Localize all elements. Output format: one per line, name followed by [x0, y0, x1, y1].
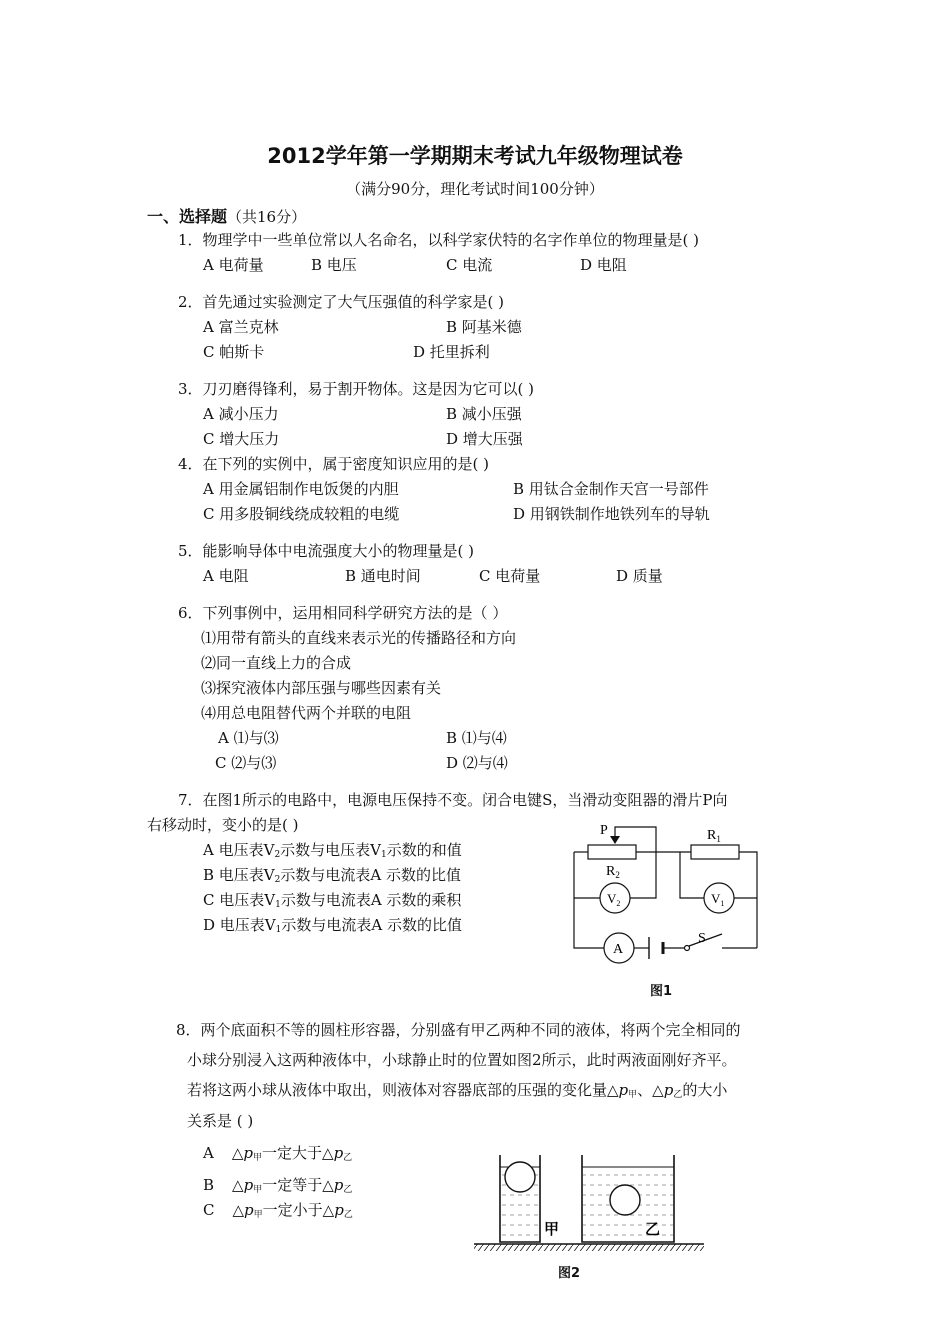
q8-b-p2: p [333, 1176, 344, 1194]
q7-c-text2: 示数与电流表A 示数的乘积 [280, 891, 462, 909]
page-subtitle: （满分90分，理化考试时间100分钟） [346, 180, 604, 198]
q8-stem-line1: 8．两个底面积不等的圆柱形容器，分别盛有甲乙两种不同的液体，将两个完全相同的 [176, 1021, 741, 1039]
label-r1: $R_1$ [707, 828, 721, 844]
q1-option-d: D 电阻 [580, 256, 627, 274]
q3-stem: 3．刀刃磨得锋利，易于割开物体。这是因为它可以( ) [178, 380, 535, 398]
q8-a-delta: △ [231, 1144, 244, 1162]
q6-option-c: C ⑵与⑶ [215, 754, 277, 772]
q4-stem: 4．在下列的实例中，属于密度知识应用的是( ) [178, 455, 490, 473]
switch-contact [685, 946, 690, 951]
q7-b-sub: 2 [274, 875, 281, 885]
q6-item-1: ⑴用带有箭头的直线来表示光的传播路径和方向 [201, 629, 517, 647]
q8-stem-line4: 关系是 ( ) [187, 1112, 254, 1130]
q8-a-yi: 乙 [343, 1153, 353, 1163]
q6-option-d: D ⑵与⑷ [446, 754, 508, 772]
q5-option-a: A 电阻 [203, 567, 249, 585]
q8-c-delta: △ [232, 1201, 245, 1219]
q8-c-yi: 乙 [343, 1210, 353, 1220]
q4-option-c: C 用多股铜线绕成较粗的电缆 [203, 505, 400, 523]
q5-option-c: C 电荷量 [479, 567, 541, 585]
q8-option-a [203, 1142, 352, 1163]
q8-p-yi: p [663, 1081, 674, 1099]
figure-2-containers [470, 1150, 710, 1255]
resistor-r1 [691, 845, 739, 859]
q7-a-sub2: 1 [381, 850, 387, 860]
resistor-r2 [588, 845, 636, 859]
label-yi: 乙 [645, 1222, 661, 1238]
q6-stem: 6．下列事例中，运用相同科学研究方法的是（ ） [178, 604, 508, 622]
q8-yi-sub: 乙 [673, 1090, 683, 1100]
q8-option-b [203, 1174, 352, 1195]
q4-option-d: D 用钢铁制作地铁列车的导轨 [513, 505, 710, 523]
q8-option-c [203, 1199, 353, 1220]
section-label: 一、选择题 [147, 207, 228, 226]
q8-a-jia: 甲 [253, 1153, 263, 1163]
q4-option-b: B 用钛合金制作天宫一号部件 [513, 480, 709, 498]
ball-yi [610, 1185, 640, 1215]
q6-option-a: A ⑴与⑶ [218, 729, 279, 747]
q6-item-4: ⑷用总电阻替代两个并联的电阻 [201, 704, 412, 722]
q1-option-a: A 电荷量 [203, 256, 264, 274]
page-title: 2012学年第一学期期末考试九年级物理试卷 [267, 144, 683, 168]
section-note: （共16分） [227, 208, 307, 226]
q3-option-c: C 增大压力 [203, 430, 280, 448]
q8-c-jia: 甲 [253, 1210, 263, 1220]
q7-a-text2: 示数与电压表V [280, 841, 382, 859]
q8-c-p2: p [334, 1201, 344, 1219]
section-heading [147, 204, 306, 227]
label-jia: 甲 [544, 1222, 560, 1238]
q7-b-text2: 示数与电流表A 示数的比值 [280, 866, 461, 884]
label-p: P [600, 823, 608, 838]
q3-option-d: D 增大压强 [446, 430, 523, 448]
q7-a-text: A 电压表V [203, 841, 275, 859]
q8-a-p1: p [243, 1144, 253, 1162]
q8-stem-line2: 小球分别浸入这两种液体中，小球静止时的位置如图2所示，此时两液面刚好齐平。 [187, 1051, 737, 1069]
label-v2: $V_2$ [607, 891, 621, 908]
q8-jia-sub: 甲 [628, 1090, 638, 1100]
q7-option-a [203, 839, 462, 860]
label-a: A [613, 942, 624, 957]
q8-b-p1: p [243, 1176, 254, 1194]
q2-option-c: C 帕斯卡 [203, 343, 265, 361]
q6-option-b: B ⑴与⑷ [446, 729, 507, 747]
q7-d-text2: 示数与电流表A 示数的比值 [281, 916, 462, 934]
q7-a-text3: 示数的和值 [386, 841, 462, 859]
q5-option-d: D 质量 [616, 567, 663, 585]
q1-stem: 1．物理学中一些单位常以人名命名，以科学家伏特的名字作单位的物理量是( ) [178, 231, 700, 249]
q8-a-label: A [203, 1144, 214, 1162]
label-s: S [698, 931, 706, 946]
q7-b-text: B 电压表V [203, 866, 275, 884]
label-r2: $R_2$ [606, 864, 620, 880]
q8-c-label: C [203, 1201, 215, 1219]
q2-option-d: D 托里拆利 [413, 343, 490, 361]
q7-c-text: C 电压表V [203, 891, 276, 909]
q1-option-c: C 电流 [446, 256, 493, 274]
q7-stem-line2: 右移动时，变小的是( ) [147, 816, 299, 834]
q1-option-b: B 电压 [311, 256, 357, 274]
q8-line3-end: 的大小 [682, 1081, 728, 1099]
q8-b-delta: △ [232, 1176, 244, 1194]
q8-c-p1: p [244, 1201, 254, 1219]
q4-option-a: A 用金属铝制作电饭煲的内胆 [203, 480, 399, 498]
q7-option-b [203, 864, 461, 885]
q7-a-sub: 2 [274, 850, 281, 860]
figure-2-caption: 图2 [558, 1266, 581, 1281]
q3-option-b: B 减小压强 [446, 405, 522, 423]
q7-d-sub: 1 [275, 925, 282, 935]
q8-c-mid: 一定小于△ [262, 1201, 335, 1219]
q3-option-a: A 减小压力 [203, 405, 279, 423]
q7-c-sub: 1 [275, 900, 281, 910]
q8-p-jia: p [618, 1081, 629, 1099]
q8-a-mid: 一定大于△ [262, 1144, 334, 1162]
q8-a-p2: p [333, 1144, 344, 1162]
q7-option-c [203, 889, 461, 910]
q8-stem-line3 [187, 1079, 727, 1100]
q7-d-text: D 电压表V [203, 916, 276, 934]
figure-1-caption: 图1 [650, 984, 673, 999]
q8-b-mid: 一定等于△ [262, 1176, 334, 1194]
q5-stem: 5．能影响导体中电流强度大小的物理量是( ) [178, 542, 475, 560]
q8-b-jia: 甲 [253, 1185, 263, 1195]
q8-b-yi: 乙 [343, 1185, 353, 1195]
q2-option-a: A 富兰克林 [203, 318, 279, 336]
q7-stem-line1: 7．在图1所示的电路中，电源电压保持不变。闭合电键S，当滑动变阻器的滑片P向 [178, 791, 728, 809]
q7-option-d [203, 914, 462, 935]
q6-item-3: ⑶探究液体内部压强与哪些因素有关 [201, 679, 442, 697]
slider-arrowhead [610, 836, 620, 844]
q5-option-b: B 通电时间 [345, 567, 421, 585]
label-v1: $V_1$ [711, 891, 725, 908]
q8-line3-text: 若将这两小球从液体中取出，则液体对容器底部的压强的变化量△ [187, 1081, 619, 1099]
q2-option-b: B 阿基米德 [446, 318, 522, 336]
figure-1-circuit [560, 815, 775, 975]
q8-dun: 、△ [637, 1081, 664, 1099]
ground-hatch [474, 1244, 704, 1251]
q8-b-label: B [203, 1176, 215, 1194]
q6-item-2: ⑵同一直线上力的合成 [201, 654, 352, 672]
q2-stem: 2．首先通过实验测定了大气压强值的科学家是( ) [178, 293, 505, 311]
ball-jia [505, 1162, 535, 1192]
